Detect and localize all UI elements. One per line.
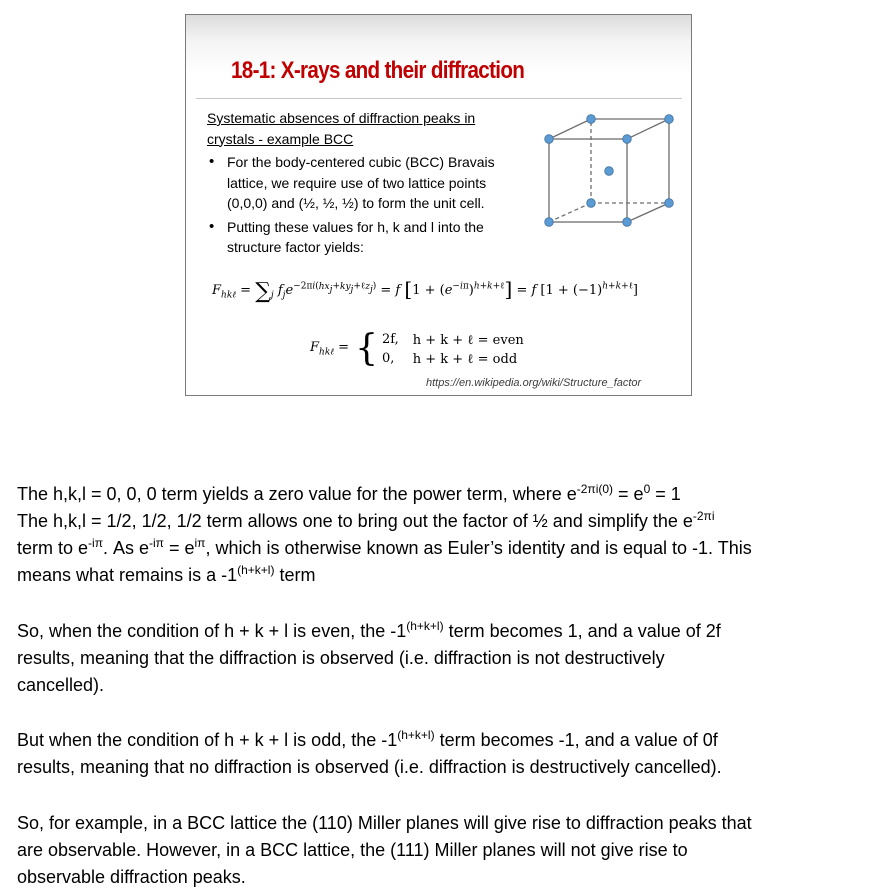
bullet-line: • Putting these values for h, k and l into the — [227, 218, 484, 235]
paragraph-2 — [17, 618, 877, 699]
text-run: term to e — [17, 538, 89, 558]
superscript: (h+k+l) — [237, 563, 275, 577]
case-odd-value: 0, — [381, 350, 395, 366]
text-run: = e — [163, 538, 195, 558]
corner-lattice-point — [545, 135, 554, 144]
cube-edge — [549, 203, 591, 222]
corner-lattice-point — [587, 115, 596, 124]
slide-heading-line: Systematic absences of diffraction peaks in — [207, 110, 476, 126]
text-run: . As e — [102, 538, 150, 558]
text-run: term becomes -1, and a value of 0f — [434, 730, 718, 750]
slide-heading-line: crystals - example BCC — [207, 130, 354, 147]
body-center-lattice-point — [605, 167, 614, 176]
left-brace: { — [355, 328, 378, 369]
bullet-line: (0,0,0) and (½, ½, ½) to form the unit cell. — [227, 195, 485, 211]
corner-lattice-point — [665, 199, 674, 208]
text-run: The h,k,l = 0, 0, 0 term yields a zero value for the power term, where e — [17, 484, 577, 504]
lecture-slide — [185, 14, 692, 396]
paragraph-3 — [17, 727, 877, 781]
corner-lattice-point — [587, 199, 596, 208]
text-line: cancelled). — [17, 675, 105, 695]
corner-lattice-point — [545, 218, 554, 227]
text-run: So, when the condition of h + k + l is even, the -1 — [17, 621, 407, 641]
superscript: (h+k+l) — [406, 619, 444, 633]
cases-grid — [382, 332, 524, 367]
corner-lattice-point — [623, 135, 632, 144]
bullet-item — [207, 152, 527, 214]
paragraph-1 — [17, 481, 877, 589]
bullet-list — [207, 152, 527, 258]
superscript: -iπ — [88, 536, 103, 550]
text-line: observable diffraction peaks. — [17, 867, 246, 887]
title-divider — [196, 98, 682, 99]
slide-text — [207, 108, 527, 261]
text-line — [17, 618, 877, 645]
cube-edge — [627, 203, 669, 222]
bullet-line: lattice, we require use of two lattice points — [227, 174, 487, 191]
text-run: term — [274, 565, 316, 585]
cube-edge — [627, 119, 669, 139]
text-line: So, for example, in a BCC lattice the (110) Miller planes will give rise to diffraction peaks that — [17, 813, 752, 833]
fhkl-symbol: $F_{hk\ell}$ = — [310, 340, 350, 358]
text-run: term becomes 1, and a value of 2f — [443, 621, 721, 641]
slide-heading — [207, 108, 527, 149]
case-even-value: 2f, — [381, 331, 399, 347]
cube-front-face — [549, 139, 627, 222]
text-run: = 1 — [650, 484, 681, 504]
bullet-line: structure factor yields: — [227, 239, 364, 255]
text-line: results, meaning that the diffraction is observed (i.e. diffraction is not destructively — [17, 648, 665, 668]
text-run: But when the condition of h + k + l is odd, the -1 — [17, 730, 398, 750]
case-odd-condition: h + k + ℓ = odd — [412, 351, 518, 367]
bullet-line: • For the body-centered cubic (BCC) Bravais — [227, 154, 495, 170]
cube-edge — [549, 119, 591, 139]
text-line — [17, 562, 877, 589]
text-run: The h,k,l = 1/2, 1/2, 1/2 term allows one to bring out the factor of ½ and simplify the e — [17, 511, 693, 531]
text-run: , which is otherwise known as Euler’s identity and is equal to -1. This — [205, 538, 752, 558]
corner-lattice-point — [623, 218, 632, 227]
text-line — [17, 535, 877, 562]
structure-factor-equation: $F_{hk\ell} = \sum_j$ $f_je^{-2\pi i(hx_j+ky_j+\ell z_j)} = f$ $[1 + (e^{-i\pi})^{h+k+\ell}] = f$ $[1 + (-1)^{h+k+\ell}]$ — [212, 277, 638, 304]
bullet-item — [207, 217, 527, 258]
case-even-condition: h + k + ℓ = even — [412, 332, 524, 348]
text-line — [17, 727, 877, 754]
bcc-unit-cell-diagram — [543, 112, 678, 230]
text-line: are observable. However, in a BCC lattice, the (111) Miller planes will not give rise to — [17, 840, 688, 860]
text-run: = e — [613, 484, 644, 504]
text-line — [17, 481, 877, 508]
piecewise-result-equation — [310, 328, 524, 369]
corner-lattice-point — [665, 115, 674, 124]
text-run: means what remains is a -1 — [17, 565, 238, 585]
slide-title: 18-1: X-rays and their diffraction — [231, 57, 525, 84]
text-line — [17, 508, 877, 535]
text-line: results, meaning that no diffraction is observed (i.e. diffraction is destructively cancelled). — [17, 757, 722, 777]
superscript: (h+k+l) — [397, 728, 435, 742]
superscript: iπ — [194, 536, 206, 550]
paragraph-4 — [17, 810, 877, 891]
superscript: 0 — [643, 482, 651, 496]
superscript: -2πi(0) — [576, 482, 614, 496]
superscript: -iπ — [149, 536, 164, 550]
superscript: -2πi — [692, 509, 715, 523]
source-url: https://en.wikipedia.org/wiki/Structure_factor — [426, 377, 642, 389]
